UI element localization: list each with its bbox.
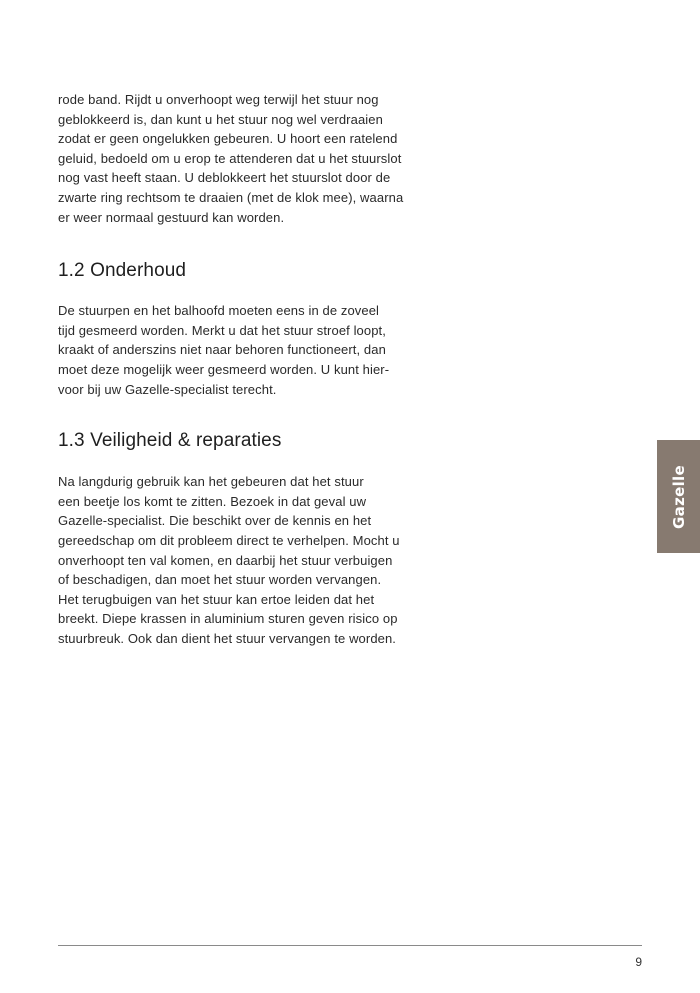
paragraph-line: De stuurpen en het balhoofd moeten eens in de zoveel [58, 303, 380, 319]
paragraph-line: Na langdurig gebruik kan het gebeuren dat het stuur [58, 474, 364, 490]
page-number: 9 [635, 955, 642, 969]
intro-paragraph [58, 90, 438, 227]
paragraph-line: zodat er geen ongelukken gebeuren. U hoort een ratelend [58, 131, 398, 147]
veiligheid-paragraph [58, 472, 438, 648]
paragraph-line: geblokkeerd is, dan kunt u het stuur nog wel verdraaien [58, 111, 383, 127]
page-content [58, 90, 438, 648]
paragraph-line: er weer normaal gestuurd kan worden. [58, 209, 285, 225]
paragraph-line: of beschadigen, dan moet het stuur worden vervangen. [58, 572, 382, 588]
paragraph-line: kraakt of anderszins niet naar behoren functioneert, dan [58, 342, 386, 358]
brand-tab-label: Gazelle [669, 464, 688, 529]
paragraph-line: geluid, bedoeld om u erop te attenderen dat u het stuurslot [58, 150, 402, 166]
paragraph-line: Gazelle-specialist. Die beschikt over de kennis en het [58, 513, 372, 529]
paragraph-line: rode band. Rijdt u onverhoopt weg terwijl het stuur nog [58, 92, 379, 107]
paragraph-line: breekt. Diepe krassen in aluminium sturen geven risico op [58, 611, 398, 627]
paragraph-line: gereedschap om dit probleem direct te verhelpen. Mocht u [58, 532, 400, 548]
paragraph-line: stuurbreuk. Ook dan dient het stuur vervangen te worden. [58, 630, 397, 646]
section-heading-veiligheid: 1.3 Veiligheid & reparaties [58, 430, 282, 452]
section-heading-onderhoud: 1.2 Onderhoud [58, 260, 187, 282]
paragraph-line: zwarte ring rechtsom te draaien (met de klok mee), waarna [58, 189, 404, 205]
paragraph-line: voor bij uw Gazelle-specialist terecht. [58, 381, 277, 397]
paragraph-line: nog vast heeft staan. U deblokkeert het stuurslot door de [58, 170, 391, 186]
paragraph-line: onverhoopt ten val komen, en daarbij het stuur verbuigen [58, 552, 393, 568]
paragraph-line: een beetje los komt te zitten. Bezoek in dat geval uw [58, 493, 367, 509]
paragraph-line: Het terugbuigen van het stuur kan ertoe leiden dat het [58, 591, 375, 607]
paragraph-line: tijd gesmeerd worden. Merkt u dat het stuur stroef loopt, [58, 322, 386, 338]
paragraph-line: moet deze mogelijk weer gesmeerd worden. U kunt hier- [58, 361, 390, 377]
brand-side-tab [657, 440, 700, 553]
footer-divider [58, 945, 642, 946]
onderhoud-paragraph [58, 301, 438, 399]
